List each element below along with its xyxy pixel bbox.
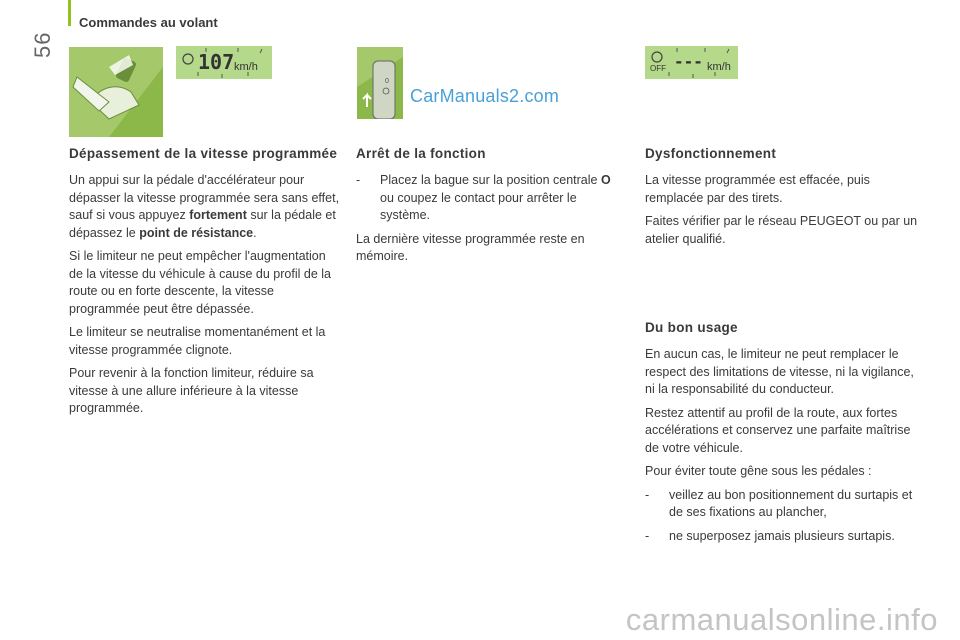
site-logo: CarManuals2.com xyxy=(410,86,560,106)
bold-run: point de résistance xyxy=(139,225,254,240)
dash-bullet: - xyxy=(356,173,361,187)
heading-overtaking: Dépassement de la vitesse programmée xyxy=(69,146,338,161)
speed-display-107-icon xyxy=(176,46,272,79)
paragraph-good-use-1: En aucun cas, le limiteur ne peut remplacer le respect des limitations de vitesse, ni la vigilance, ni la responsabilité du conducteur. xyxy=(645,347,914,396)
paragraph-malfunction-1: La vitesse programmée est effacée, puis remplacée par des tirets. xyxy=(645,173,870,205)
paragraph-overtaking-3: Le limiteur se neutralise momentanément et la vitesse programmée clignote. xyxy=(69,325,326,357)
display-unit: km/h xyxy=(707,61,731,73)
paragraph-memory: La dernière vitesse programmée reste en mémoire. xyxy=(356,231,585,263)
paragraph-overtaking-1 xyxy=(69,172,341,242)
page-number: 56 xyxy=(30,31,55,58)
paragraph-good-use-2: Restez attentif au profil de la route, aux fortes accélérations et conservez une parfaite maîtrise de votre véhicule. xyxy=(645,405,911,455)
list-item-text: veillez au bon positionnement du surtapis et de ses fixations au plancher, xyxy=(669,487,913,519)
paragraph-malfunction-2: Faites vérifier par le réseau PEUGEOT ou par un atelier qualifié. xyxy=(645,214,918,246)
text-run: Un appui sur la pédale d'accélérateur pour dépasser la vitesse programmée sera sans effet, sauf si vous appuyez xyxy=(69,173,340,222)
text-run: . xyxy=(253,225,257,240)
paragraph-overtaking-2: Si le limiteur ne peut empêcher l'augmentation de la vitesse du véhicule à cause du profil de la route ou en forte descente, la vitesse programmée peut être dépassée. xyxy=(69,249,331,316)
column-malfunction xyxy=(645,146,920,551)
heading-good-use: Du bon usage xyxy=(645,320,738,335)
text-run: sur la pédale et dépassez le xyxy=(69,208,336,240)
display-digits: 107 xyxy=(198,50,235,74)
list-item xyxy=(356,172,611,225)
dash-bullet: - xyxy=(645,528,650,543)
list-item-text xyxy=(380,172,611,225)
speed-display-off-icon xyxy=(645,46,738,79)
svg-text:0: 0 xyxy=(385,78,389,85)
bold-run: fortement xyxy=(189,208,247,222)
watermark: carmanualsonline.info xyxy=(625,602,938,637)
section-accent-bar xyxy=(68,0,71,26)
display-unit: km/h xyxy=(234,61,258,73)
display-off-label: OFF xyxy=(650,64,666,73)
column-stop-function xyxy=(356,146,611,272)
text-run: Placez la bague sur la position centrale xyxy=(380,173,601,187)
heading-stop-function: Arrêt de la fonction xyxy=(356,146,486,161)
bold-run: O xyxy=(600,173,611,187)
list-item xyxy=(645,528,920,546)
text-run: ou coupez le contact pour arrêter le système. xyxy=(380,190,577,222)
display-dashes: --- xyxy=(674,52,703,71)
section-header: Commandes au volant xyxy=(79,15,218,30)
list-item xyxy=(645,487,920,522)
dash-bullet: - xyxy=(645,487,650,502)
pedal-illustration-icon xyxy=(69,47,163,137)
list-item-text: ne superposez jamais plusieurs surtapis. xyxy=(669,528,895,543)
paragraph-overtaking-4: Pour revenir à la fonction limiteur, réduire sa vitesse à une allure inférieure à la vitesse programmée. xyxy=(69,366,314,415)
paragraph-good-use-3: Pour éviter toute gêne sous les pédales : xyxy=(645,464,872,478)
stalk-illustration-icon xyxy=(357,47,403,119)
heading-malfunction: Dysfonctionnement xyxy=(645,146,777,161)
column-overtaking xyxy=(69,146,341,424)
